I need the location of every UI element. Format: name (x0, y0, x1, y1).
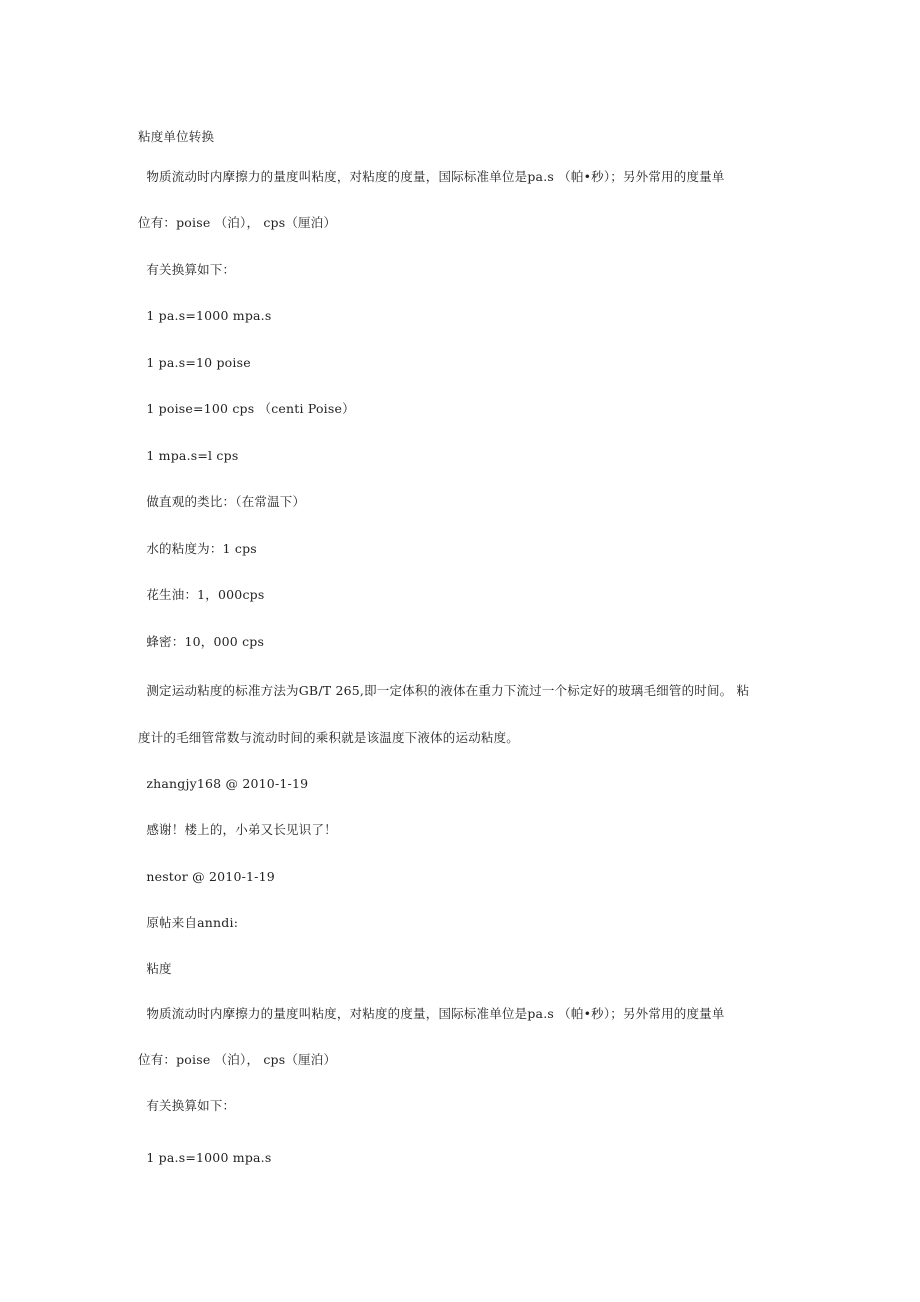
paragraph-line: 物质流动时内摩擦力的量度叫粘度，对粘度的度量，国际标准单位是pa.s （帕•秒）；另外常用的度量单 (138, 1006, 725, 1021)
document-title: 粘度单位转换 (138, 129, 215, 144)
paragraph-line: 感谢！楼上的，小弟又长见识了！ (138, 822, 337, 837)
paragraph-line: 原帖来自anndi: (138, 915, 239, 930)
paragraph-line: 有关换算如下： (138, 1098, 236, 1113)
paragraph-line: zhangjy168 @ 2010-1-19 (138, 776, 309, 791)
paragraph-line: 度计的毛细管常数与流动时间的乘积就是该温度下液体的运动粘度。 (138, 730, 520, 745)
paragraph-line: 水的粘度为：1 cps (138, 541, 257, 556)
paragraph-line: 位有：poise （泊）， cps（厘泊） (138, 1052, 337, 1067)
paragraph-line: 物质流动时内摩擦力的量度叫粘度，对粘度的度量，国际标准单位是pa.s （帕•秒）；另外常用的度量单 (138, 169, 725, 184)
paragraph-line: 位有：poise （泊）， cps（厘泊） (138, 215, 337, 230)
paragraph-line: 花生油：1，000cps (138, 587, 265, 602)
paragraph-line: 1 mpa.s=l cps (138, 448, 239, 463)
paragraph-line: 有关换算如下： (138, 262, 236, 277)
paragraph-line: 粘度 (138, 961, 172, 976)
paragraph-line: 做直观的类比：（在常温下） (138, 494, 306, 509)
paragraph-line: 测定运动粘度的标准方法为GB/T 265,即一定体积的液体在重力下流过一个标定好的玻璃毛细管的时间。 粘 (138, 683, 750, 698)
paragraph-line: 1 pa.s=10 poise (138, 355, 251, 370)
paragraph-line: 1 pa.s=1000 mpa.s (138, 1150, 272, 1165)
paragraph-line: 1 poise=100 cps （centi Poise） (138, 401, 355, 416)
paragraph-line: 1 pa.s=1000 mpa.s (138, 308, 272, 323)
paragraph-line: nestor @ 2010-1-19 (138, 869, 275, 884)
paragraph-line: 蜂密：10，000 cps (138, 634, 265, 649)
